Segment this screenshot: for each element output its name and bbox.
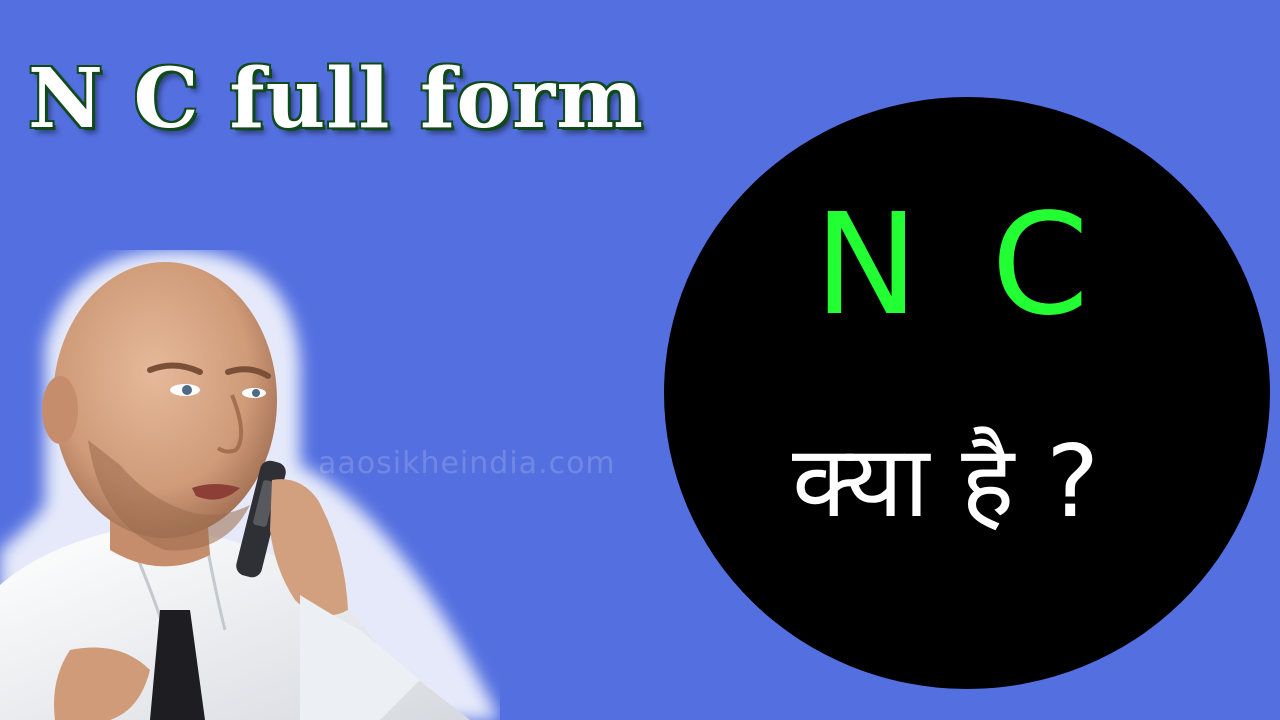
circle-abbreviation: N C xyxy=(814,184,1089,347)
man-on-phone-photo xyxy=(0,250,500,720)
watermark-text: aaosikheindia.com xyxy=(318,446,616,481)
head xyxy=(53,262,277,538)
circle-question: क्या है ? xyxy=(792,423,1100,540)
headline-title: N C full form xyxy=(28,51,644,147)
